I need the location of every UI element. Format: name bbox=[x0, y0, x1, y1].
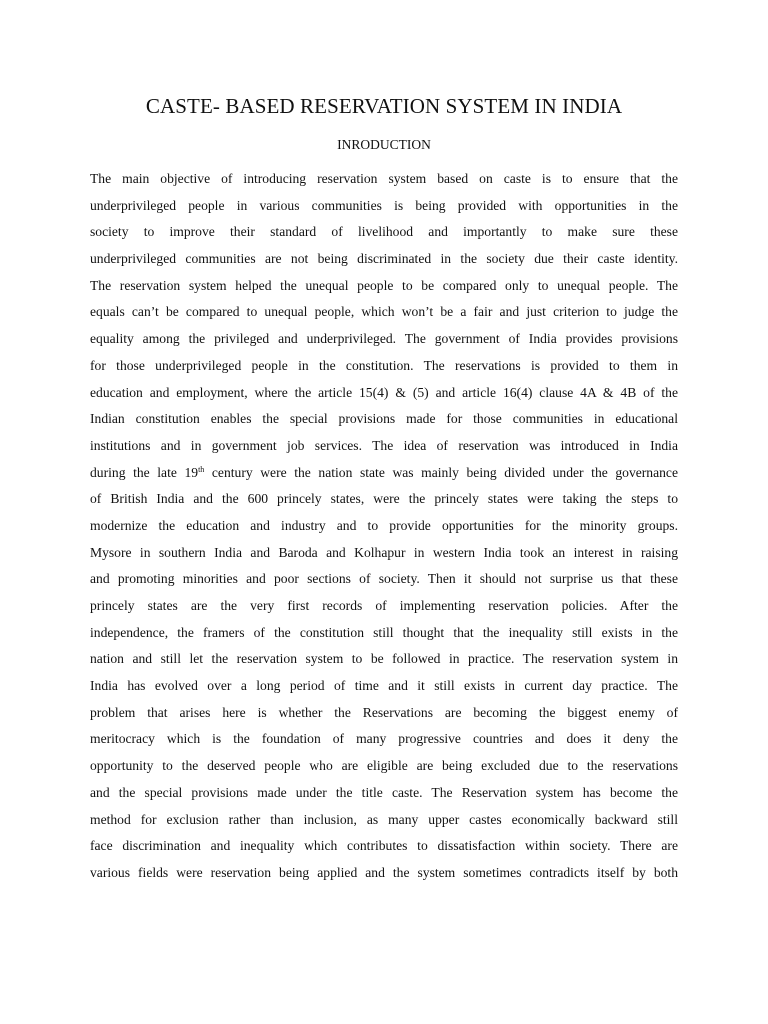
text-segment: century were the nation state was mainly being divided under the governance bbox=[204, 464, 678, 480]
section-heading: INRODUCTION bbox=[337, 137, 431, 152]
text-line: meritocracy which is the foundation of many progressive countries and does it deny the bbox=[90, 731, 678, 747]
text-line: princely states are the very first records of implementing reservation policies. After the bbox=[90, 598, 678, 613]
text-line: equality among the privileged and underprivileged. The government of India provides provisions bbox=[90, 331, 678, 347]
body-paragraph bbox=[90, 166, 678, 887]
text-line: and promoting minorities and poor sections of society. Then it should not surprise us that these bbox=[90, 571, 678, 587]
text-line: Mysore in southern India and Baroda and Kolhapur in western India took an interest in raising bbox=[90, 544, 678, 560]
text-line: equals can’t be compared to unequal people, which won’t be a fair and just criterion to judge the bbox=[90, 304, 678, 320]
text-line: society to improve their standard of livelihood and importantly to make sure these bbox=[90, 224, 678, 240]
text-line: modernize the education and industry and to provide opportunities for the minority groups. bbox=[90, 517, 678, 533]
text-line: education and employment, where the article 15(4) & (5) and article 16(4) clause 4A & 4B of the bbox=[90, 384, 678, 400]
document-title: CASTE- BASED RESERVATION SYSTEM IN INDIA bbox=[145, 94, 623, 118]
text-line: problem that arises here is whether the Reservations are becoming the biggest enemy of bbox=[90, 704, 678, 720]
text-line: and the special provisions made under the title caste. The Reservation system has become the bbox=[90, 784, 678, 800]
text-line: The reservation system helped the unequal people to be compared only to unequal people. The bbox=[90, 277, 678, 293]
text-line: The main objective of introducing reservation system based on caste is to ensure that the bbox=[90, 171, 678, 186]
text-line: nation and still let the reservation system to be followed in practice. The reservation system in bbox=[90, 651, 678, 667]
text-line: for those underprivileged people in the constitution. The reservations is provided to them in bbox=[90, 357, 678, 373]
text-line: of British India and the 600 princely states, were the princely states were taking the steps to bbox=[90, 491, 678, 507]
text-line bbox=[90, 460, 678, 487]
text-line: Indian constitution enables the special provisions made for those communities in educational bbox=[90, 411, 678, 427]
ordinal-superscript: th bbox=[198, 464, 205, 474]
text-line: underprivileged communities are not being discriminated in the society due their caste identity. bbox=[90, 251, 678, 267]
text-line: various fields were reservation being applied and the system sometimes contradicts itself by both bbox=[90, 864, 678, 880]
text-line: face discrimination and inequality which contributes to dissatisfaction within society. There are bbox=[90, 838, 678, 854]
text-line: India has evolved over a long period of time and it still exists in current day practice. The bbox=[90, 678, 678, 694]
text-line: institutions and in government job services. The idea of reservation was introduced in India bbox=[90, 437, 678, 453]
text-line: method for exclusion rather than inclusion, as many upper castes economically backward still bbox=[90, 811, 678, 827]
text-segment: during the late 19 bbox=[90, 464, 199, 480]
text-line: underprivileged people in various communities is being provided with opportunities in the bbox=[90, 197, 678, 213]
text-line: independence, the framers of the constitution still thought that the inequality still exists in the bbox=[90, 624, 678, 640]
text-line: opportunity to the deserved people who are eligible are being excluded due to the reservations bbox=[90, 758, 678, 774]
